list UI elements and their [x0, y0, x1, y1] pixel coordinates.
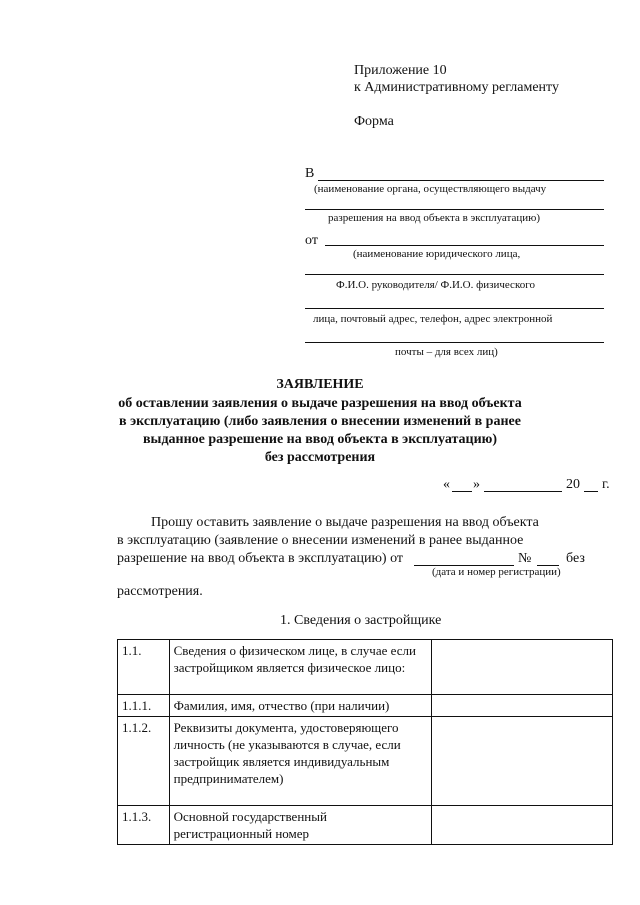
from-caption-1: (наименование юридического лица, — [353, 248, 521, 260]
row-number: 1.1.3. — [118, 806, 170, 845]
table-row — [118, 695, 613, 717]
from-caption-2: Ф.И.О. руководителя/ Ф.И.О. физического — [336, 279, 535, 291]
registration-caption: (дата и номер регистрации) — [432, 566, 561, 578]
form-label: Форма — [354, 114, 394, 129]
row-value-cell[interactable] — [431, 640, 612, 695]
body-line-3-end: без — [566, 551, 585, 566]
table-row — [118, 717, 613, 806]
appendix-regulation: к Административному регламенту — [354, 80, 559, 95]
registration-number-sign: № — [518, 551, 532, 566]
statement-subtitle-4: без рассмотрения — [264, 450, 376, 465]
table-row — [118, 640, 613, 695]
row-value-cell[interactable] — [431, 806, 612, 845]
date-day-line[interactable] — [452, 491, 472, 492]
date-open-quote: « — [443, 477, 450, 492]
appendix-number: Приложение 10 — [354, 63, 447, 78]
date-year-line[interactable] — [584, 491, 598, 492]
statement-subtitle-3: выданное разрешение на ввод объекта в эксплуатацию) — [142, 432, 498, 447]
row-label: Фамилия, имя, отчество (при наличии) — [169, 695, 431, 717]
body-line-4: рассмотрения. — [117, 584, 203, 599]
table-row — [118, 806, 613, 845]
section-1-title: 1. Сведения о застройщике — [280, 613, 442, 628]
date-month-line[interactable] — [484, 491, 562, 492]
statement-title: ЗАЯВЛЕНИЕ — [276, 377, 364, 392]
row-number: 1.1.1. — [118, 695, 170, 717]
date-year-suffix: г. — [602, 477, 610, 492]
to-prefix: В — [305, 166, 315, 181]
to-input-line-2[interactable] — [305, 209, 604, 210]
body-line-3: разрешение на ввод объекта в эксплуатацию) от — [117, 551, 404, 566]
to-caption-1: (наименование органа, осуществляющего выдачу — [314, 183, 547, 195]
statement-subtitle-2: в эксплуатацию (либо заявления о внесении изменений в ранее — [119, 414, 521, 429]
from-prefix: от — [305, 233, 318, 248]
from-input-line[interactable] — [325, 245, 604, 246]
row-label: Сведения о физическом лице, в случае если застройщиком является физическое лицо: — [169, 640, 431, 695]
to-input-line[interactable] — [318, 180, 604, 181]
applicant-info-table — [117, 639, 613, 845]
from-input-line-2[interactable] — [305, 274, 604, 275]
date-year-prefix: 20 — [566, 477, 580, 492]
row-value-cell[interactable] — [431, 717, 612, 806]
row-label: Основной государственный регистрационный номер — [169, 806, 431, 845]
from-input-line-3[interactable] — [305, 308, 604, 309]
body-line-1: Прошу оставить заявление о выдаче разрешения на ввод объекта — [151, 515, 539, 530]
date-close-quote: » — [473, 477, 480, 492]
from-caption-4: почты – для всех лиц) — [395, 346, 498, 358]
from-caption-3: лица, почтовый адрес, телефон, адрес электронной — [313, 313, 553, 325]
body-line-2: в эксплуатацию (заявление о внесении изменений в ранее выданное — [117, 533, 524, 548]
statement-subtitle-1: об оставлении заявления о выдаче разрешения на ввод объекта — [118, 396, 522, 411]
row-number: 1.1.2. — [118, 717, 170, 806]
row-number: 1.1. — [118, 640, 170, 695]
row-label: Реквизиты документа, удостоверяющего личность (не указываются в случае, если застройщик является индивидуальным предпринимателем) — [169, 717, 431, 806]
from-input-line-4[interactable] — [305, 342, 604, 343]
row-value-cell[interactable] — [431, 695, 612, 717]
to-caption-2: разрешения на ввод объекта в эксплуатацию) — [328, 212, 540, 224]
